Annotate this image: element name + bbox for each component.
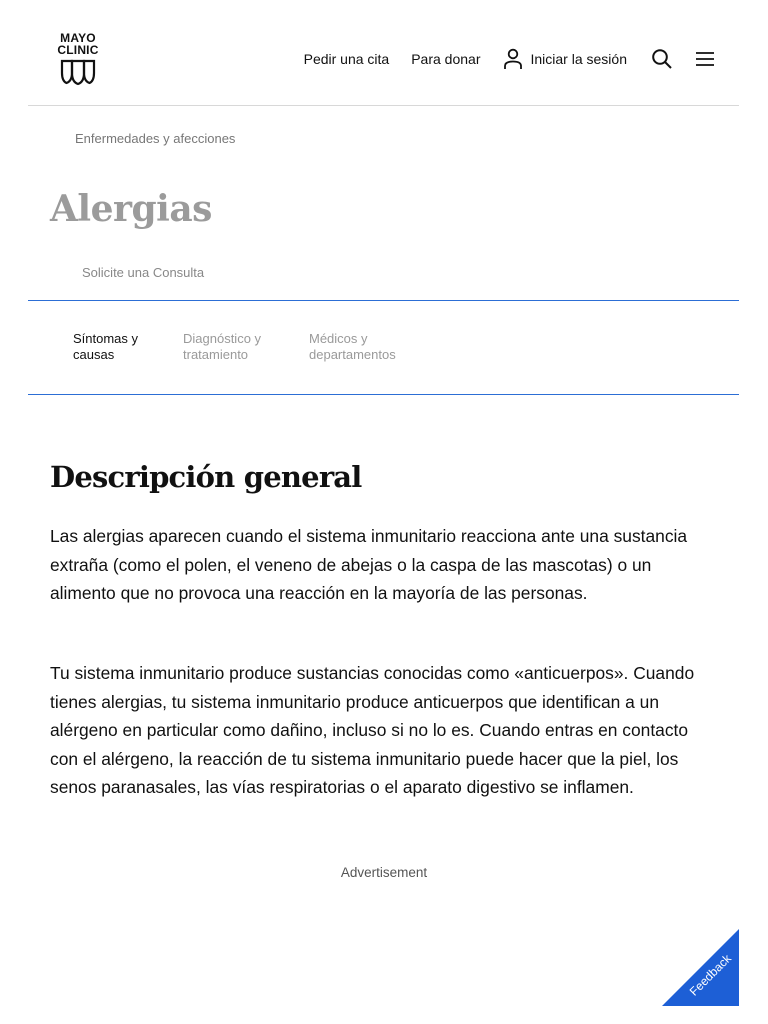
logo-line-1: MAYO xyxy=(60,31,96,45)
signin-label: Iniciar la sesión xyxy=(530,51,627,67)
menu-icon[interactable] xyxy=(695,51,715,67)
article-paragraph: Las alergias aparecen cuando el sistema inmunitario reacciona ante una sustancia extraña (como el polen, el veneno de abejas o la caspa de las mascotas) o un alimento que no provoca una reacción en la mayoría de las personas. xyxy=(50,526,688,603)
signin-link[interactable] xyxy=(503,48,628,70)
tab-symptoms-causes[interactable] xyxy=(73,331,138,363)
section-heading: Descripción general xyxy=(50,460,362,494)
tab-doctors-departments[interactable] xyxy=(309,331,396,363)
breadcrumb[interactable]: Enfermedades y afecciones xyxy=(75,131,236,146)
logo-line-2: CLINIC xyxy=(57,43,99,57)
tab-label-line-2: departamentos xyxy=(309,347,396,362)
top-nav xyxy=(304,44,715,74)
tab-label-line-1: Diagnóstico y xyxy=(183,331,262,346)
advertisement-label: Advertisement xyxy=(340,865,428,880)
user-icon xyxy=(503,48,523,70)
feedback-label: Feedback xyxy=(687,951,735,999)
mayo-clinic-logo[interactable] xyxy=(55,32,101,86)
article-paragraph: Tu sistema inmunitario produce sustancias conocidas como «anticuerpos». Cuando tienes alergias, tu sistema inmunitario produce anticuerpos que identifican a un alérgeno en particular como dañino, incluso si no lo es. Cuando entras en contacto con el alérgeno, la reacción de tu sistema inmunitario puede hacer que la piel, los senos paranasales, las vías respiratorias o el aparato digestivo se inflamen. xyxy=(50,663,695,797)
site-header xyxy=(28,0,739,106)
appointment-link[interactable]: Pedir una cita xyxy=(303,51,390,67)
tab-label-line-2: tratamiento xyxy=(183,347,249,362)
tab-label-line-1: Síntomas y xyxy=(73,331,139,346)
shield-logo-icon xyxy=(59,58,97,86)
page-title: Alergias xyxy=(50,188,212,230)
donate-link[interactable]: Para donar xyxy=(411,51,481,67)
feedback-button[interactable] xyxy=(662,929,739,1006)
search-icon[interactable] xyxy=(651,48,673,70)
request-consult-link[interactable]: Solicite una Consulta xyxy=(82,265,205,280)
tab-diagnosis-treatment[interactable] xyxy=(183,331,261,363)
tab-label-line-2: causas xyxy=(73,347,115,362)
tab-label-line-1: Médicos y xyxy=(309,331,368,346)
section-tabs xyxy=(28,300,739,395)
